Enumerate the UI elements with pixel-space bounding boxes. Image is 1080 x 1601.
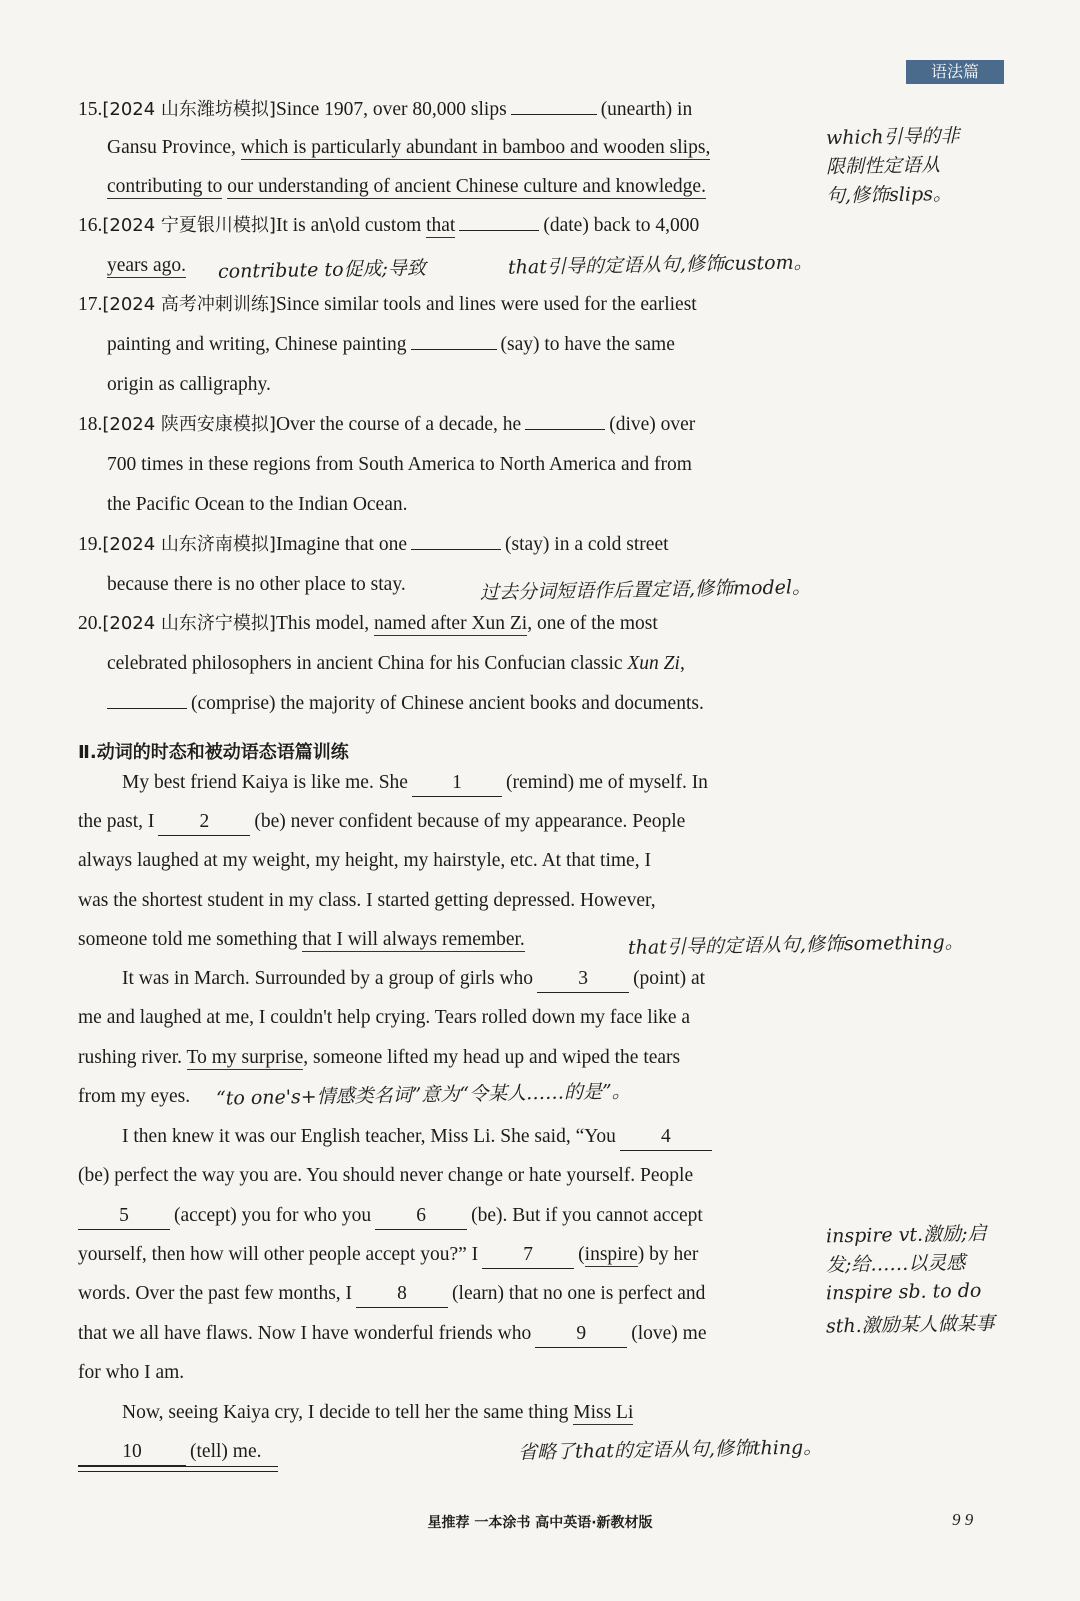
page-number: 9 9 (952, 1510, 974, 1529)
underlined-phrase: our understanding of ancient Chinese culture and knowledge. (227, 176, 706, 197)
q19-line1: 19.[2024 山东济南模拟]Imagine that one (stay) in a cold street (78, 534, 669, 555)
answer-blank[interactable] (411, 549, 501, 550)
passage-line: always laughed at my weight, my height, my hairstyle, etc. At that time, I (78, 850, 651, 871)
passage-line: (be) perfect the way you are. You should never change or hate yourself. People (78, 1165, 694, 1186)
question-number: 15. (78, 99, 103, 120)
answer-blank-1[interactable]: 1 (412, 770, 502, 797)
underlined-phrase: which is particularly abundant in bamboo and wooden slips, (240, 137, 711, 158)
passage-line: words. Over the past few months, I 8 (learn) that no one is perfect and (78, 1274, 705, 1314)
handwritten-note: which引导的非 (825, 124, 960, 150)
passage-line: yourself, then how will other people accept you?” I 7 (inspire) by her (78, 1235, 698, 1275)
q20-line3: (comprise) the majority of Chinese ancient books and documents. (107, 684, 704, 724)
q17-line2: painting and writing, Chinese painting (say) to have the same (107, 334, 675, 355)
answer-blank[interactable] (411, 349, 497, 350)
handwritten-note: 省略了that的定语从句,修饰thing。 (517, 1436, 823, 1464)
handwritten-note: sth.激励某人做某事 (825, 1312, 995, 1338)
passage-line: me and laughed at me, I couldn't help crying. Tears rolled down my face like a (78, 1007, 691, 1028)
passage-line: the past, I 2 (be) never confident because of my appearance. People (78, 802, 685, 842)
passage-line: 5 (accept) you for who you 6 (be). But if you cannot accept (78, 1196, 703, 1236)
handwritten-note: 过去分词短语作后置定语,修饰model。 (479, 576, 812, 604)
q19-line2: because there is no other place to stay. (107, 574, 406, 595)
answer-blank[interactable] (107, 708, 187, 709)
passage-line: was the shortest student in my class. I started getting depressed. However, (78, 890, 656, 911)
q15-line2: Gansu Province, which is particularly abundant in bamboo and wooden slips, (107, 137, 711, 158)
q18-line3: the Pacific Ocean to the Indian Ocean. (107, 494, 408, 515)
q15-line1: 15.[2024 山东潍坊模拟]Since 1907, over 80,000 slips (unearth) in (78, 99, 693, 120)
handwritten-note: 发;给……以灵感 (825, 1251, 966, 1277)
q15-line3 (107, 167, 706, 207)
answer-blank-4[interactable]: 4 (620, 1124, 712, 1151)
answer-blank[interactable] (511, 114, 597, 115)
q18-line2: 700 times in these regions from South America to North America and from (107, 454, 692, 475)
q20-line1: 20.[2024 山东济宁模拟]This model, named after Xun Zi, one of the most (78, 613, 658, 634)
passage-line: from my eyes. (78, 1086, 191, 1107)
answer-blank-5[interactable]: 5 (78, 1203, 170, 1230)
passage-line: rushing river. To my surprise, someone lifted my head up and wiped the tears (78, 1047, 681, 1068)
handwritten-note: contribute to促成;导致 (217, 257, 427, 283)
passage-line: that we all have flaws. Now I have wonderful friends who 9 (love) me (78, 1314, 707, 1354)
q16-line2: years ago. (107, 255, 187, 276)
handwritten-note: “to one's+情感类名词”意为“令某人……的是”。 (215, 1080, 631, 1110)
question-source: [2024 山东潍坊模拟] (102, 99, 276, 120)
passage-line: someone told me something that I will always remember. (78, 929, 525, 950)
passage-line: 10 (tell) me. (78, 1432, 261, 1472)
passage-line: My best friend Kaiya is like me. She 1 (remind) me of myself. In (122, 763, 708, 803)
passage-line: It was in March. Surrounded by a group of girls who 3 (point) at (122, 959, 705, 999)
handwritten-note: that引导的定语从句,修饰custom。 (507, 251, 813, 279)
divider (78, 1466, 278, 1472)
q16-line1: 16.[2024 宁夏银川模拟]It is an\old custom that (date) back to 4,000 (78, 215, 700, 236)
answer-blank-3[interactable]: 3 (537, 966, 629, 993)
answer-blank-6[interactable]: 6 (375, 1203, 467, 1230)
answer-blank-9[interactable]: 9 (535, 1321, 627, 1348)
q17-line1: 17.[2024 高考冲刺训练]Since similar tools and lines were used for the earliest (78, 294, 697, 315)
q18-line1: 18.[2024 陕西安康模拟]Over the course of a decade, he (dive) over (78, 414, 696, 435)
underlined-phrase: contributing to (107, 176, 223, 197)
answer-blank-7[interactable]: 7 (482, 1242, 574, 1269)
handwritten-note: 限制性定语从 (825, 154, 941, 178)
answer-blank[interactable] (459, 230, 539, 231)
answer-blank-2[interactable]: 2 (158, 809, 250, 836)
footer-title: 星推荐 一本涂书 高中英语·新教材版 (427, 1515, 653, 1531)
section-title: Ⅱ.动词的时态和被动语态语篇训练 (78, 742, 349, 763)
passage-line: Now, seeing Kaiya cry, I decide to tell her the same thing Miss Li (122, 1402, 634, 1423)
answer-blank[interactable] (525, 429, 605, 430)
handwritten-note: 句,修饰slips。 (825, 182, 953, 208)
answer-blank-10[interactable]: 10 (78, 1439, 186, 1466)
q20-line2: celebrated philosophers in ancient China for his Confucian classic Xun Zi, (107, 653, 685, 674)
handwritten-note: inspire sb. to do (825, 1279, 982, 1305)
q17-line3: origin as calligraphy. (107, 374, 271, 395)
section-badge: 语法篇 (906, 60, 1004, 84)
handwritten-note: that引导的定语从句,修饰something。 (627, 931, 964, 959)
passage-line: I then knew it was our English teacher, Miss Li. She said, “You 4 (122, 1117, 716, 1157)
passage-line: for who I am. (78, 1362, 185, 1383)
answer-blank-8[interactable]: 8 (356, 1281, 448, 1308)
handwritten-note: inspire vt.激励;启 (825, 1222, 987, 1248)
